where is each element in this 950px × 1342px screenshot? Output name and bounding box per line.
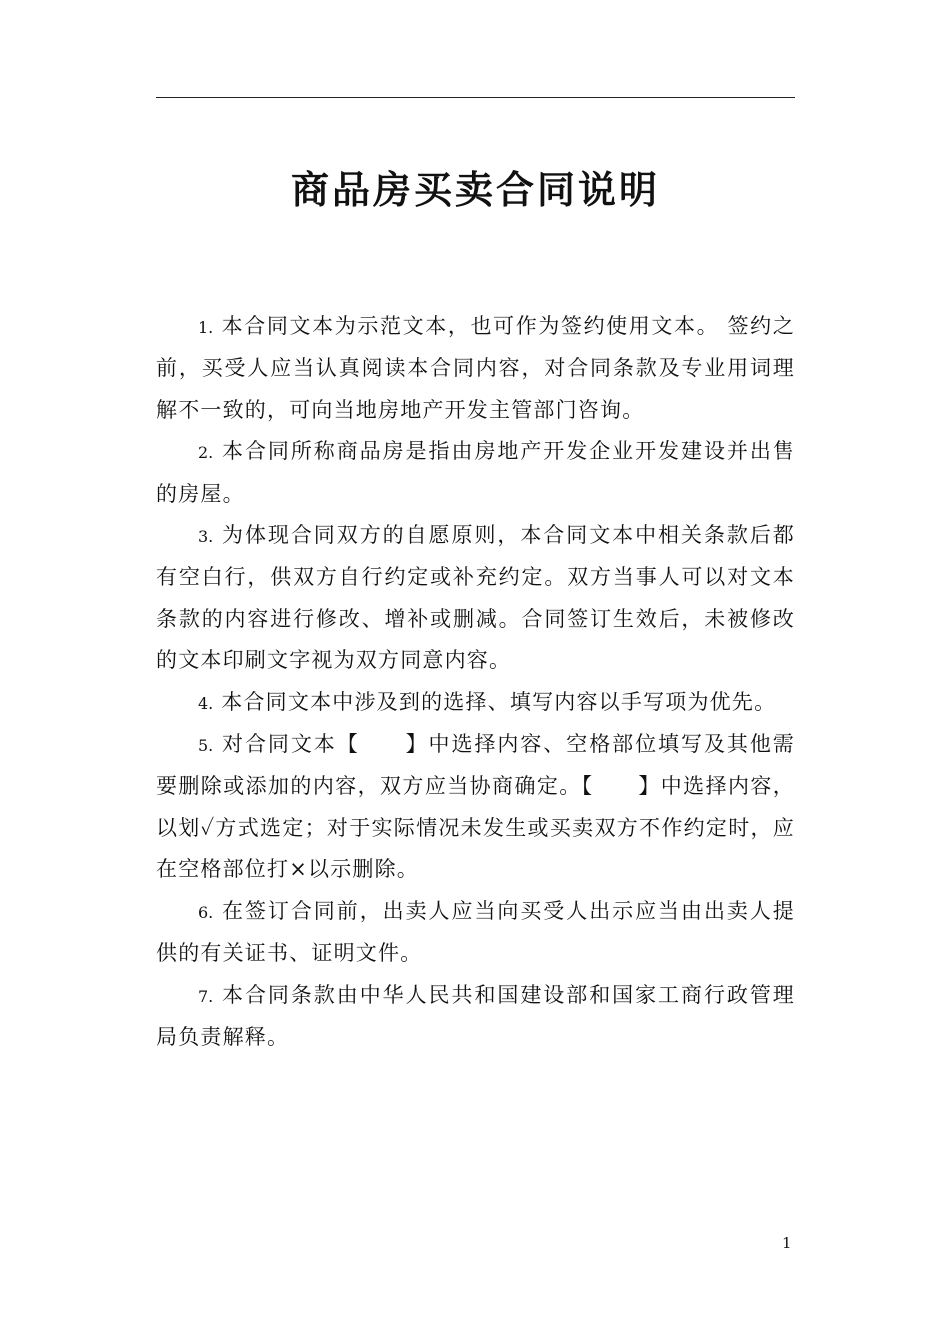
note-paragraph-6 bbox=[156, 891, 795, 975]
note-text: 为体现合同双方的自愿原则，本合同文本中相关条款后都有空白行，供双方自行约定或补充约定。双方当事人可以对文本条款的内容进行修改、增补或删减。合同签订生效后，未被修改的文本印刷文字视为双方同意内容。 bbox=[156, 523, 795, 673]
note-paragraph-3 bbox=[156, 515, 795, 682]
note-paragraph-1 bbox=[156, 306, 795, 431]
note-number: 1. bbox=[198, 318, 214, 337]
note-number: 4. bbox=[198, 693, 214, 713]
note-text: 本合同所称商品房是指由房地产开发企业开发建设并出售的房屋。 bbox=[156, 439, 795, 506]
note-paragraph-7 bbox=[156, 975, 795, 1059]
note-text: 本合同文本中涉及到的选择、填写内容以手写项为优先。 bbox=[221, 689, 777, 714]
note-text: 本合同文本为示范文本，也可作为签约使用文本。 签约之前，买受人应当认真阅读本合同内容，对合同条款及专业用词理解不一致的，可向当地房地产开发主管部门咨询。 bbox=[156, 314, 795, 422]
note-number: 5. bbox=[198, 736, 214, 756]
document-title: 商品房买卖合同说明 bbox=[290, 167, 660, 212]
note-number: 6. bbox=[198, 902, 214, 922]
note-paragraph-5 bbox=[156, 724, 795, 891]
note-paragraph-2 bbox=[156, 431, 795, 515]
note-number: 3. bbox=[198, 527, 214, 547]
note-number: 2. bbox=[198, 443, 214, 463]
note-text: 对合同文本【 】中选择内容、空格部位填写及其他需要删除或添加的内容，双方应当协商确定。【 】中选择内容，以划✓方式选定；对于实际情况未发生或买卖双方不作约定时，应在空格部位打×以示删除。 bbox=[156, 732, 795, 882]
note-number: 7. bbox=[198, 986, 214, 1006]
note-text: 在签订合同前，出卖人应当向买受人出示应当由出卖人提供的有关证书、证明文件。 bbox=[156, 898, 795, 966]
page-number: 1 bbox=[782, 1234, 792, 1252]
note-paragraph-4 bbox=[156, 682, 795, 724]
note-text: 本合同条款由中华人民共和国建设部和国家工商行政管理局负责解释。 bbox=[156, 982, 795, 1049]
contract-notes-body bbox=[156, 306, 795, 1058]
header-rule bbox=[156, 97, 795, 98]
